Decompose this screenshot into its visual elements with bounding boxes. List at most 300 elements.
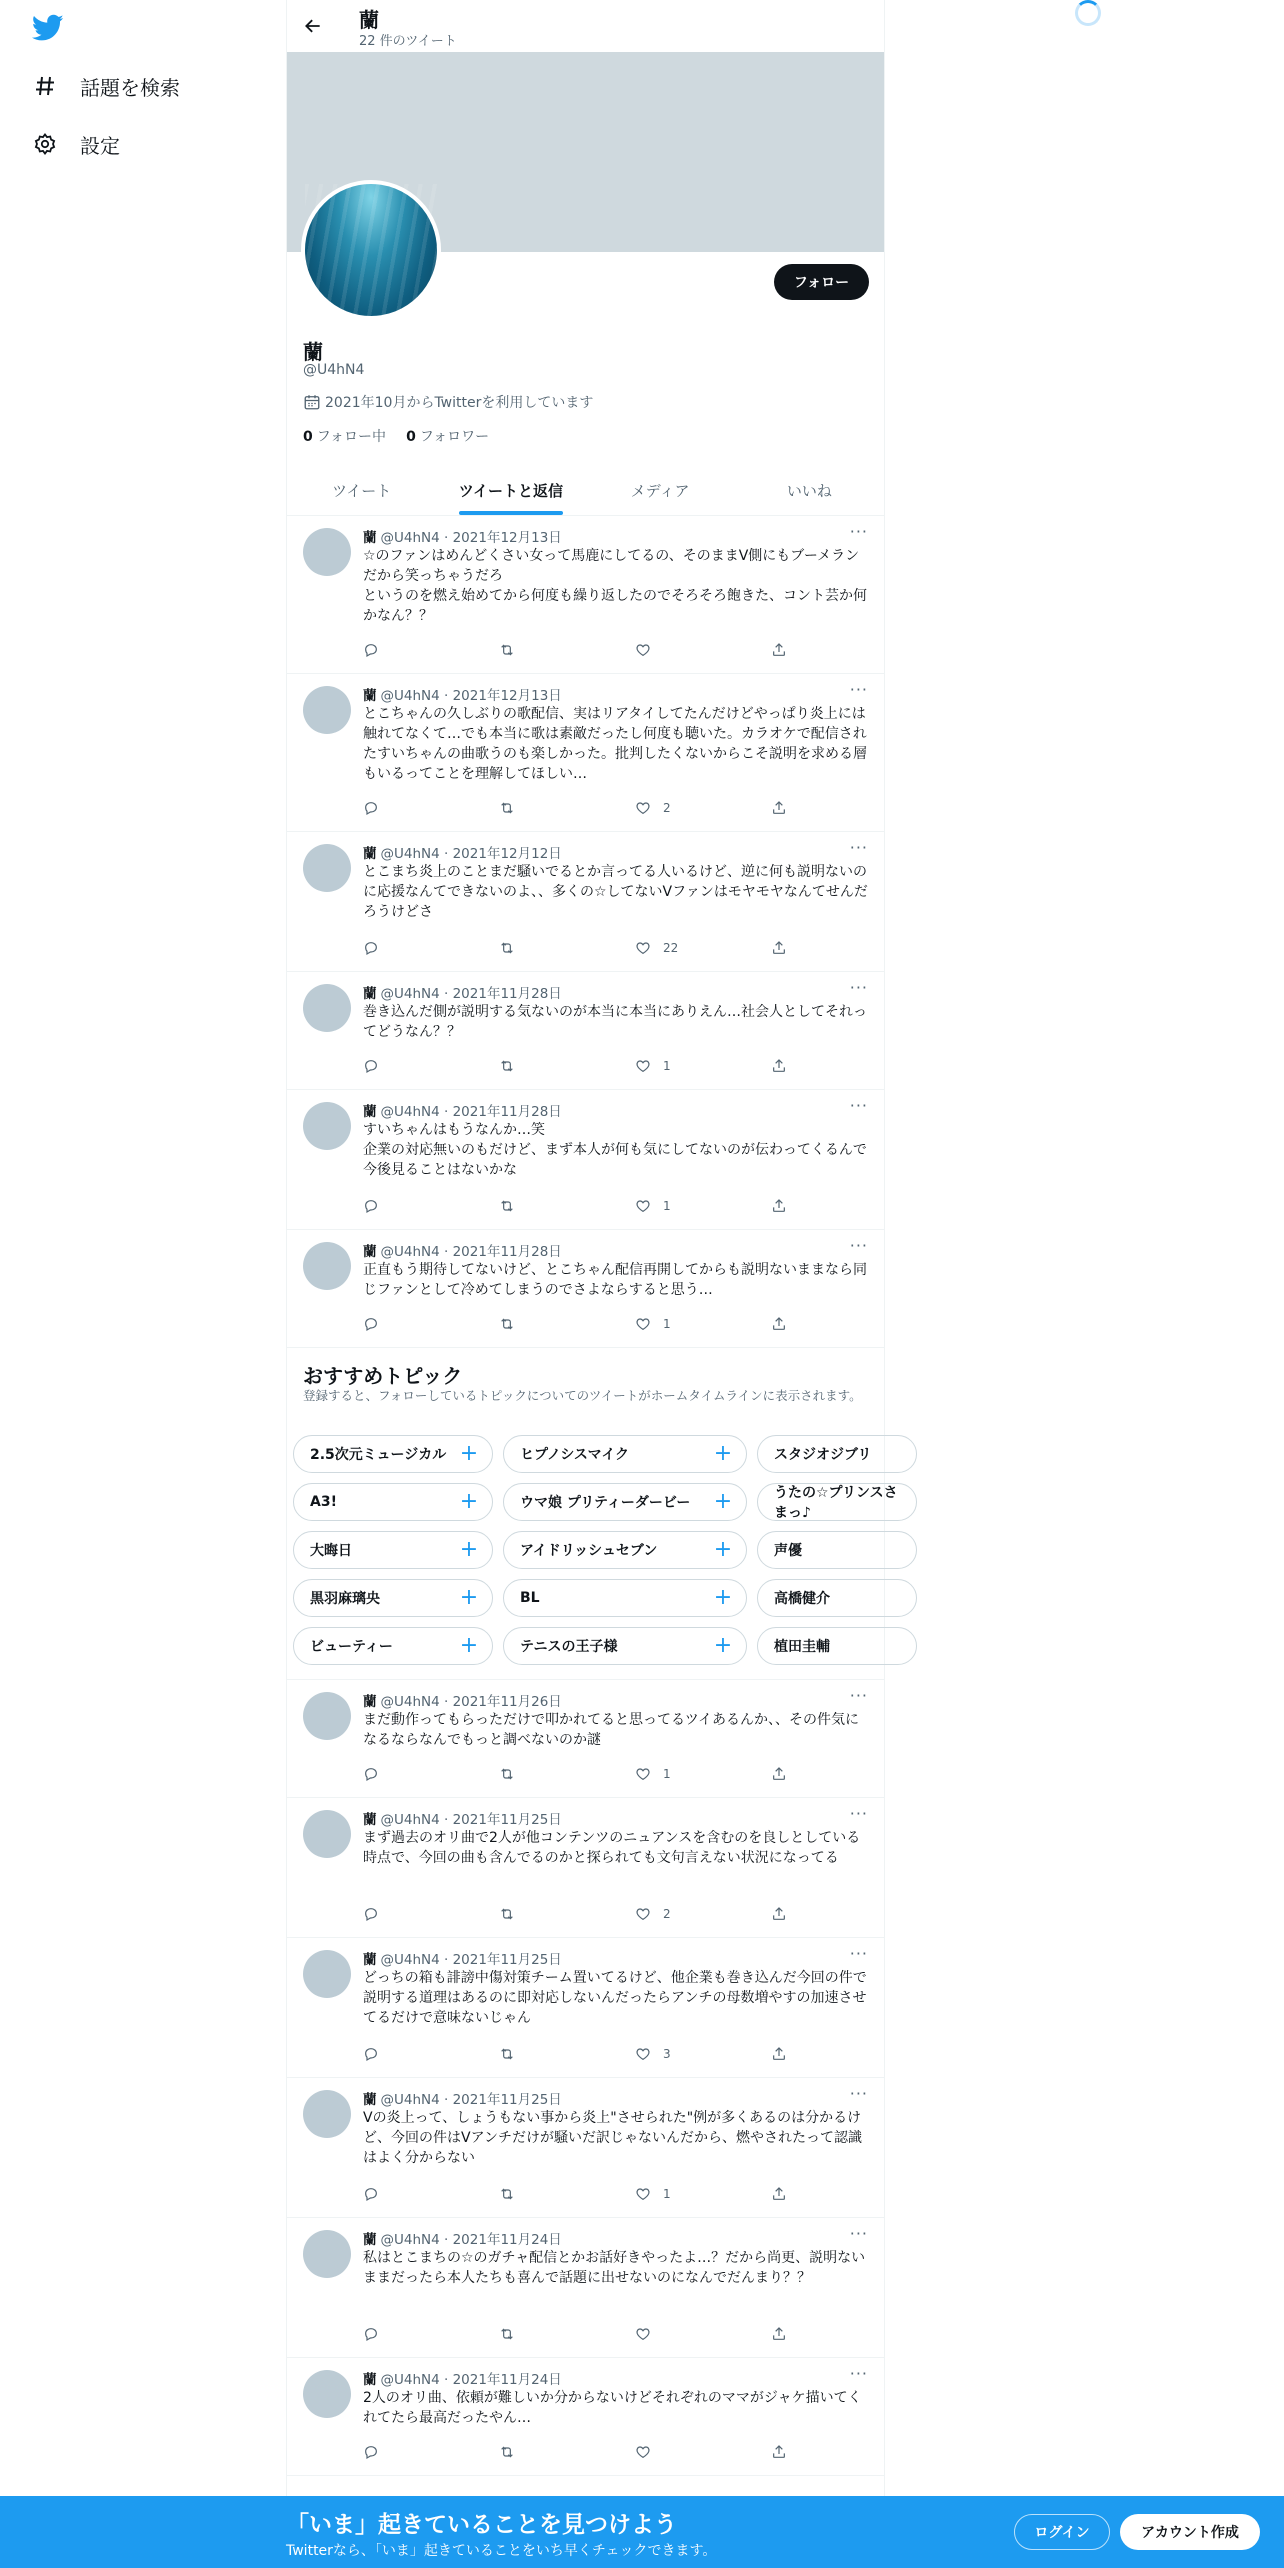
tweet-header	[363, 1690, 562, 1710]
share-button[interactable]	[771, 2046, 787, 2062]
tweet-actions	[363, 1314, 793, 1334]
plus-icon[interactable]: +	[713, 1537, 733, 1562]
tab-media[interactable]: メディア	[630, 482, 690, 500]
tweet-text: まだ動作ってもらっただけで叩かれてると思ってるツイあるんか、、その件気になるならなんでもっと調べないのか謎	[363, 1712, 860, 1748]
like-count: 22	[663, 941, 679, 955]
like-button[interactable]	[635, 1766, 671, 1782]
retweet-button[interactable]	[499, 642, 515, 658]
tab-likes[interactable]: いいね	[786, 482, 832, 500]
tweet-separator: ·	[439, 846, 453, 862]
tweet-avatar[interactable]	[303, 1950, 351, 1998]
like-count: 2	[663, 801, 671, 815]
retweet-button[interactable]	[499, 2444, 515, 2460]
retweet-icon	[499, 2326, 515, 2342]
retweet-icon	[499, 1766, 515, 1782]
tweet-separator: ·	[439, 2092, 453, 2108]
topic-chip[interactable]	[757, 1531, 917, 1569]
tweet-avatar[interactable]	[303, 844, 351, 892]
tweet[interactable]	[287, 1680, 884, 1798]
reply-icon	[363, 2186, 379, 2202]
tweet-date[interactable]: 2021年11月25日	[452, 1952, 562, 1968]
header-tweet-count: 22 件のツイート	[359, 34, 457, 49]
topic-chip-label: アイドリッシュセブン	[520, 1543, 658, 1559]
tweet-author-handle[interactable]: @U4hN4	[380, 846, 440, 862]
share-icon	[771, 800, 787, 816]
login-button[interactable]: ログイン	[1014, 2514, 1110, 2550]
heart-icon	[635, 2444, 651, 2460]
more-options-icon[interactable]: ···	[849, 1686, 868, 1705]
share-icon	[771, 642, 787, 658]
tweet-separator: ·	[439, 1244, 453, 1260]
tweet-header	[363, 1808, 562, 1828]
tweet-text: 2人のオリ曲、依頼が難しいか分からないけどそれぞれのママがジャケ描いてくれてたら最高だったやん…	[363, 2390, 862, 2426]
tweet-avatar[interactable]	[303, 1102, 351, 1150]
reply-button[interactable]	[363, 1058, 379, 1074]
tweet[interactable]	[287, 832, 884, 972]
tweet-author-name[interactable]: 蘭	[363, 986, 377, 1002]
plus-icon[interactable]: +	[713, 1489, 733, 1514]
profile-joined-text: 2021年10月からTwitterを利用しています	[325, 395, 594, 411]
reply-button[interactable]	[363, 1766, 379, 1782]
tweet-author-name[interactable]: 蘭	[363, 1694, 377, 1710]
share-icon	[771, 2186, 787, 2202]
share-icon	[771, 2326, 787, 2342]
tweet[interactable]	[287, 2358, 884, 2476]
share-button[interactable]	[771, 1766, 787, 1782]
retweet-button[interactable]	[499, 1766, 515, 1782]
retweet-icon	[499, 1906, 515, 1922]
retweet-icon	[499, 800, 515, 816]
retweet-button[interactable]	[499, 940, 515, 956]
tweet[interactable]	[287, 972, 884, 1090]
more-options-icon[interactable]: ···	[849, 838, 868, 857]
tweet-separator: ·	[439, 530, 453, 546]
tweet[interactable]	[287, 1230, 884, 1348]
tweet-separator: ·	[439, 688, 453, 704]
profile-column	[286, 0, 898, 2568]
profile-handle: @U4hN4	[303, 362, 365, 378]
tweet-separator: ·	[439, 1694, 453, 1710]
tweet-date[interactable]: 2021年12月13日	[452, 688, 562, 704]
topic-chip[interactable]	[757, 1627, 917, 1665]
topic-chip[interactable]	[503, 1531, 747, 1569]
tweet-header	[363, 1100, 562, 1120]
reply-icon	[363, 1198, 379, 1214]
topics-description: 登録すると、フォローしているトピックについてのツイートがホームタイムラインに表示されます。	[303, 1388, 862, 1403]
tweet-header	[363, 982, 562, 1002]
plus-icon[interactable]: +	[713, 1585, 733, 1610]
nav-settings-label: 設定	[80, 133, 120, 158]
tweet[interactable]	[287, 1938, 884, 2078]
tweet[interactable]	[287, 2078, 884, 2218]
reply-icon	[363, 642, 379, 658]
reply-button[interactable]	[363, 940, 379, 956]
topic-chip-label: 声優	[774, 1543, 802, 1559]
tweet-date[interactable]: 2021年11月25日	[452, 2092, 562, 2108]
tweet-separator: ·	[439, 2372, 453, 2388]
share-button[interactable]	[771, 2186, 787, 2202]
more-options-icon[interactable]: ···	[849, 2224, 868, 2243]
tweet-author-handle[interactable]: @U4hN4	[380, 530, 440, 546]
like-button[interactable]	[635, 940, 678, 956]
reply-button[interactable]	[363, 2326, 379, 2342]
share-icon	[771, 1058, 787, 1074]
more-options-icon[interactable]: ···	[849, 2084, 868, 2103]
retweet-icon	[499, 940, 515, 956]
topic-chip[interactable]	[293, 1435, 493, 1473]
heart-icon	[635, 2326, 651, 2342]
topic-chip-label: うたの☆プリンスさまっ♪	[774, 1485, 898, 1521]
tweet-author-handle[interactable]: @U4hN4	[380, 1244, 440, 1260]
tweet-text: とこちゃんの久しぶりの歌配信、実はリアタイしてたんだけどやっぱり炎上には触れてなくて…でも本当に歌は素敵だったし何度も聴いた。カラオケで配信されたすいちゃんの曲歌うのも楽しかった。批判したくないからこそ説明を求める層もいるってことを理解してほしい…	[363, 706, 867, 782]
retweet-button[interactable]	[499, 1198, 515, 1214]
reply-button[interactable]	[363, 2046, 379, 2062]
more-options-icon[interactable]: ···	[849, 2364, 868, 2383]
tweet-date[interactable]: 2021年11月28日	[452, 1104, 562, 1120]
tweet-author-name[interactable]: 蘭	[363, 1244, 377, 1260]
reply-button[interactable]	[363, 642, 379, 658]
topic-chip-label: 2.5次元ミュージカル	[310, 1447, 447, 1463]
nav-explore[interactable]	[32, 66, 180, 106]
reply-button[interactable]	[363, 1906, 379, 1922]
like-button[interactable]	[635, 2186, 671, 2202]
topic-chip-label: ビューティー	[310, 1639, 393, 1655]
share-button[interactable]	[771, 800, 787, 816]
tweet-author-handle[interactable]: @U4hN4	[380, 1812, 440, 1828]
tweet-actions	[363, 1904, 793, 1924]
topic-chip[interactable]	[503, 1435, 747, 1473]
topic-chip-label: スタジオジブリ	[774, 1447, 872, 1463]
tweet-actions	[363, 2442, 793, 2462]
more-options-icon[interactable]: ···	[849, 1236, 868, 1255]
gear-icon	[32, 131, 58, 157]
twitter-bird-icon[interactable]	[32, 14, 64, 42]
like-count: 1	[663, 1767, 671, 1781]
tweet-text: すいちゃんはもうなんか…笑 企業の対応無いのもだけど、まず本人が何も気にしてないのが伝わってくるんで今後見ることはないかな	[363, 1122, 867, 1178]
tweet-actions	[363, 2184, 793, 2204]
plus-icon[interactable]: +	[459, 1585, 479, 1610]
retweet-button[interactable]	[499, 2046, 515, 2062]
tweet-date[interactable]: 2021年12月12日	[452, 846, 562, 862]
heart-icon	[635, 1906, 651, 1922]
followers-label: フォロワー	[419, 429, 490, 445]
tweet-author-handle[interactable]: @U4hN4	[380, 2232, 440, 2248]
topics-title: おすすめトピック	[303, 1364, 463, 1388]
share-button[interactable]	[771, 940, 787, 956]
tweet-avatar[interactable]	[303, 2370, 351, 2418]
tweet[interactable]	[287, 1090, 884, 1230]
share-button[interactable]	[771, 642, 787, 658]
tweet-text: 正直もう期待してないけど、とこちゃん配信再開してからも説明ないままなら同じファンとして冷めてしまうのでさよならすると思う…	[363, 1262, 867, 1298]
back-arrow-icon[interactable]	[299, 12, 327, 40]
tweet-actions	[363, 640, 793, 660]
topic-chip[interactable]	[503, 1579, 747, 1617]
heart-icon	[635, 1316, 651, 1332]
plus-icon[interactable]: +	[459, 1489, 479, 1514]
tweet-separator: ·	[439, 2232, 453, 2248]
more-options-icon[interactable]: ···	[849, 680, 868, 699]
retweet-icon	[499, 1198, 515, 1214]
tweet-date[interactable]: 2021年11月24日	[452, 2232, 562, 2248]
tweet-actions	[363, 1764, 793, 1784]
tab-tweets[interactable]: ツイート	[331, 482, 392, 500]
retweet-icon	[499, 2444, 515, 2460]
tweet[interactable]	[287, 516, 884, 674]
reply-icon	[363, 2444, 379, 2460]
tweet-avatar[interactable]	[303, 984, 351, 1032]
topic-chip[interactable]	[293, 1627, 493, 1665]
share-icon	[771, 2444, 787, 2460]
tweet-author-name[interactable]: 蘭	[363, 530, 377, 546]
share-icon	[771, 1906, 787, 1922]
tweet-avatar[interactable]	[303, 686, 351, 734]
share-icon	[771, 1766, 787, 1782]
like-button[interactable]	[635, 2444, 663, 2460]
topic-chip-label: 大晦日	[310, 1543, 352, 1559]
tweet-author-name[interactable]: 蘭	[363, 688, 377, 704]
topic-chip[interactable]	[503, 1483, 747, 1521]
tweet-header	[363, 2228, 562, 2248]
share-button[interactable]	[771, 1058, 787, 1074]
retweet-button[interactable]	[499, 1058, 515, 1074]
tweet-header	[363, 2368, 562, 2388]
heart-icon	[635, 2046, 651, 2062]
tweet-author-name[interactable]: 蘭	[363, 2372, 377, 2388]
heart-icon	[635, 2186, 651, 2202]
heart-icon	[635, 1058, 651, 1074]
plus-icon[interactable]: +	[713, 1441, 733, 1466]
retweet-icon	[499, 2186, 515, 2202]
recommended-topics	[287, 1348, 898, 1680]
profile-tabs	[287, 466, 884, 516]
tweet-author-name[interactable]: 蘭	[363, 1812, 377, 1828]
tweet-avatar[interactable]	[303, 2230, 351, 2278]
like-button[interactable]	[635, 2326, 663, 2342]
topic-chip[interactable]	[293, 1483, 493, 1521]
like-count: 1	[663, 1317, 671, 1331]
share-icon	[771, 1316, 787, 1332]
tweet-separator: ·	[439, 1104, 453, 1120]
profile-follow-stats	[303, 426, 509, 446]
reply-icon	[363, 2326, 379, 2342]
tweet[interactable]	[287, 2218, 884, 2358]
reply-button[interactable]	[363, 800, 379, 816]
tweet-actions	[363, 938, 793, 958]
retweet-button[interactable]	[499, 2186, 515, 2202]
followers-count: 0	[406, 429, 416, 445]
topic-chip-label: ヒプノシスマイク	[520, 1447, 630, 1463]
retweet-icon	[499, 642, 515, 658]
tweet-date[interactable]: 2021年11月28日	[452, 986, 562, 1002]
like-count: 2	[663, 1907, 671, 1921]
tweet-author-handle[interactable]: @U4hN4	[380, 688, 440, 704]
topic-chip-label: BL	[520, 1590, 540, 1606]
tweet-author-name[interactable]: 蘭	[363, 1104, 377, 1120]
heart-icon	[635, 1198, 651, 1214]
retweet-button[interactable]	[499, 1316, 515, 1332]
tweet-header	[363, 1240, 562, 1260]
profile-avatar[interactable]	[301, 180, 441, 320]
reply-icon	[363, 1766, 379, 1782]
like-count: 1	[663, 2187, 671, 2201]
tweet-avatar[interactable]	[303, 528, 351, 576]
tweet-avatar[interactable]	[303, 1810, 351, 1858]
following-link[interactable]	[303, 426, 386, 446]
tweet-actions	[363, 1196, 793, 1216]
like-button[interactable]	[635, 800, 671, 816]
hashtag-icon	[32, 73, 58, 99]
tweet-separator: ·	[439, 986, 453, 1002]
tweet-author-handle[interactable]: @U4hN4	[380, 986, 440, 1002]
topic-chip-label: テニスの王子様	[520, 1639, 618, 1655]
tweet-actions	[363, 2044, 793, 2064]
tweet-author-handle[interactable]: @U4hN4	[380, 2372, 440, 2388]
header-name: 蘭	[359, 8, 379, 32]
tweet-date[interactable]: 2021年11月24日	[452, 2372, 562, 2388]
like-button[interactable]	[635, 1316, 671, 1332]
tweet-actions	[363, 2324, 793, 2344]
tweet[interactable]	[287, 1798, 884, 1938]
like-button[interactable]	[635, 642, 663, 658]
tweet-separator: ·	[439, 1812, 453, 1828]
share-button[interactable]	[771, 2444, 787, 2460]
tweet-text: ☆のファンはめんどくさい女って馬鹿にしてるの、そのままV側にもブーメランだから笑っちゃうだろ というのを燃え始めてから何度も繰り返したのでそろそろ飽きた、コント芸か何かなん？？	[363, 548, 867, 624]
like-count: 1	[663, 1059, 671, 1073]
like-count: 1	[663, 1199, 671, 1213]
tweet-date[interactable]: 2021年12月13日	[452, 530, 562, 546]
reply-icon	[363, 2046, 379, 2062]
topic-chip[interactable]	[757, 1579, 917, 1617]
tweet-author-name[interactable]: 蘭	[363, 846, 377, 862]
reply-icon	[363, 1906, 379, 1922]
tweet-avatar[interactable]	[303, 1242, 351, 1290]
tweet-header	[363, 526, 562, 546]
share-button[interactable]	[771, 1316, 787, 1332]
tweet-author-handle[interactable]: @U4hN4	[380, 1952, 440, 1968]
heart-icon	[635, 642, 651, 658]
like-button[interactable]	[635, 2046, 671, 2062]
topic-chip[interactable]	[293, 1579, 493, 1617]
tweet-text: 私はとこまちの☆のガチャ配信とかお話好きやったよ…？だから尚更、説明ないままだったら本人たちも喜んで話題に出せないのになんでだんまり？？	[363, 2250, 866, 2286]
tweet[interactable]	[287, 674, 884, 832]
more-options-icon[interactable]: ···	[849, 522, 868, 541]
topic-chip[interactable]	[503, 1627, 747, 1665]
plus-icon[interactable]: +	[459, 1441, 479, 1466]
share-button[interactable]	[771, 1906, 787, 1922]
heart-icon	[635, 1766, 651, 1782]
tweet-author-handle[interactable]: @U4hN4	[380, 1694, 440, 1710]
profile-header	[287, 0, 884, 52]
more-options-icon[interactable]: ···	[849, 1944, 868, 1963]
reply-icon	[363, 1316, 379, 1332]
tweet-author-name[interactable]: 蘭	[363, 1952, 377, 1968]
retweet-icon	[499, 2046, 515, 2062]
plus-icon[interactable]: +	[713, 1633, 733, 1658]
topic-chip-label: 黒羽麻璃央	[310, 1591, 380, 1607]
tweet-text: 巻き込んだ側が説明する気ないのが本当に本当にありえん…社会人としてそれってどうなん？？	[363, 1004, 867, 1040]
tweet-actions	[363, 798, 793, 818]
more-options-icon[interactable]: ···	[849, 1096, 868, 1115]
topic-chip-label: 植田圭輔	[774, 1639, 830, 1655]
share-button[interactable]	[771, 1198, 787, 1214]
tweet-avatar[interactable]	[303, 1692, 351, 1740]
tweet-author-handle[interactable]: @U4hN4	[380, 1104, 440, 1120]
calendar-icon	[303, 393, 321, 411]
tab-tweets-and-replies[interactable]: ツイートと返信	[436, 466, 585, 515]
like-button[interactable]	[635, 1198, 671, 1214]
follow-button[interactable]: フォロー	[774, 264, 869, 300]
following-count: 0	[303, 429, 313, 445]
tweet-author-handle[interactable]: @U4hN4	[380, 2092, 440, 2108]
share-button[interactable]	[771, 2326, 787, 2342]
tweet-avatar[interactable]	[303, 2090, 351, 2138]
signup-button[interactable]: アカウント作成	[1120, 2514, 1260, 2550]
following-label: フォロー中	[316, 429, 387, 445]
tweet-text: まず過去のオリ曲で2人が他コンテンツのニュアンスを含むのを良しとしている時点で、今回の曲も含んでるのかと探られても文句言えない状況になってる	[363, 1830, 861, 1866]
retweet-icon	[499, 1058, 515, 1074]
loading-spinner-icon	[1075, 0, 1101, 26]
profile-name: 蘭	[303, 340, 323, 364]
reply-button[interactable]	[363, 2186, 379, 2202]
share-icon	[771, 1198, 787, 1214]
tweet-text: とこまち炎上のことまだ騒いでるとか言ってる人いるけど、逆に何も説明ないのに応援なんてできないのよ、、多くの☆してないVファンはモヤモヤなんてせんだろうけどさ	[363, 864, 868, 920]
more-options-icon[interactable]: ···	[849, 978, 868, 997]
topic-chip-label: A3!	[310, 1494, 337, 1510]
reply-button[interactable]	[363, 1198, 379, 1214]
share-icon	[771, 2046, 787, 2062]
reply-icon	[363, 940, 379, 956]
more-options-icon[interactable]: ···	[849, 1804, 868, 1823]
tweet-text: どっちの箱も誹謗中傷対策チーム置いてるけど、他企業も巻き込んだ今回の件で説明する道理はあるのに即対応しないんだったらアンチの母数増やすの加速させてるだけで意味ないじゃん	[363, 1970, 867, 2026]
tweet-author-name[interactable]: 蘭	[363, 2232, 377, 2248]
tweet-author-name[interactable]: 蘭	[363, 2092, 377, 2108]
nav-settings[interactable]	[32, 124, 120, 164]
reply-icon	[363, 800, 379, 816]
retweet-button[interactable]	[499, 1906, 515, 1922]
tweet-header	[363, 1948, 562, 1968]
plus-icon[interactable]: +	[459, 1633, 479, 1658]
tweet-header	[363, 684, 562, 704]
tweet-text: Vの炎上って、しょうもない事から炎上"させられた"例が多くあるのは分かるけど、今回の件はVアンチだけが騒いだ訳じゃないんだから、燃やされたって認識はよく分からない	[363, 2110, 863, 2166]
like-count: 3	[663, 2047, 671, 2061]
signup-banner-title: 「いま」起きていることを見つけよう	[286, 2512, 677, 2538]
retweet-button[interactable]	[499, 2326, 515, 2342]
tweet-date[interactable]: 2021年11月26日	[452, 1694, 562, 1710]
signup-banner	[0, 2496, 1284, 2568]
reply-button[interactable]	[363, 1316, 379, 1332]
topic-chip[interactable]	[757, 1435, 917, 1473]
retweet-icon	[499, 1316, 515, 1332]
topic-chip-label: ウマ娘 プリティーダービー	[520, 1495, 691, 1511]
like-button[interactable]	[635, 1906, 671, 1922]
followers-link[interactable]	[406, 426, 489, 446]
topic-chip[interactable]	[293, 1531, 493, 1569]
tweet-date[interactable]: 2021年11月25日	[452, 1812, 562, 1828]
topic-chip[interactable]	[757, 1483, 917, 1521]
heart-icon	[635, 800, 651, 816]
retweet-button[interactable]	[499, 800, 515, 816]
like-button[interactable]	[635, 1058, 671, 1074]
tweet-date[interactable]: 2021年11月28日	[452, 1244, 562, 1260]
tweet-separator: ·	[439, 1952, 453, 1968]
nav-explore-label: 話題を検索	[80, 75, 180, 100]
profile-joined	[303, 392, 593, 412]
reply-button[interactable]	[363, 2444, 379, 2460]
tweet-header	[363, 2088, 562, 2108]
plus-icon[interactable]: +	[459, 1537, 479, 1562]
share-icon	[771, 940, 787, 956]
tweet-header	[363, 842, 562, 862]
